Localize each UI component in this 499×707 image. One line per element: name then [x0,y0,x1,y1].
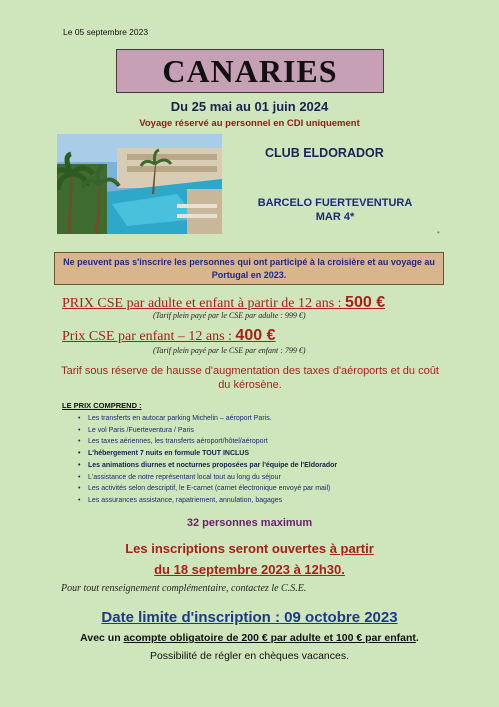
full-price-child: (Tarif plein payé par le CSE par enfant : 799 €) [153,346,306,355]
bullet-icon: • [78,450,81,458]
deposit-note: Avec un acompte obligatoire de 200 € par adulte et 100 € par enfant. [80,632,419,644]
list-item: • Les taxes aériennes, les transferts aéroport/hôtel/aéroport [74,436,337,448]
payment-note: Possibilité de régler en chèques vacances. [149,650,350,662]
cdi-note: Voyage réservé au personnel en CDI uniquement [139,118,360,129]
list-item: • Les activités selon descriptif, le E-carnet (carnet électronique envoyé par mail) [74,483,337,495]
bullet-icon: • [78,461,81,469]
price-adult-label: PRIX CSE par adulte et enfant à partir de 12 ans : [62,296,342,311]
full-price-adult: (Tarif plein payé par le CSE par adulte : 999 €) [153,311,306,320]
price-adult-value: 500 € [345,294,386,311]
list-item: • L'assistance de notre représentant local tout au long du séjour [74,472,337,484]
price-adult [62,294,385,312]
bullet-icon: • [78,426,81,434]
warning-box: Ne peuvent pas s'inscrire les personnes qui ont participé à la croisière et au voyage au Portugal en 2023. [54,252,444,285]
trip-dates: Du 25 mai au 01 juin 2024 [170,99,329,114]
list-item: • Le vol Paris /Fuerteventura / Paris [74,425,337,437]
hotel-pool-image [57,134,222,234]
list-item: • Les animations diurnes et nocturnes proposées par l'équipe de l'Eldorador [74,460,337,472]
registration-open-line2: du 18 septembre 2023 à 12h30. [154,562,345,577]
registration-open-line1: Les inscriptions seront ouvertes à partir [125,541,374,556]
hotel-photo [57,134,222,234]
hotel-info [250,196,420,224]
bullet-icon: • [78,438,81,446]
bullet-icon: • [78,496,81,504]
bullet-icon: • [78,485,81,493]
hotel-room: MAR 4* [315,211,355,223]
list-item: • Les assurances assistance, rapatriement, annulation, bagages [74,495,337,507]
list-item: • L'hébergement 7 nuits en formule TOUT INCLUS [74,448,337,460]
price-child [62,327,275,345]
club-name: CLUB ELDORADOR [265,146,384,160]
includes-list [74,413,337,507]
bullet-icon: • [78,473,81,481]
hotel-name: BARCELO FUERTEVENTURA [257,197,413,209]
bullet-icon: • [78,415,81,422]
page-title: CANARIES [162,52,338,89]
document-date: Le 05 septembre 2023 [63,27,149,37]
price-reserve-note: Tarif sous réserve de hausse d'augmentation des taxes d'aéroports et du coût du kérosène. [61,365,439,391]
price-child-value: 400 € [235,327,276,344]
list-item: • Les transferts en autocar parking Michelin – aéroport Paris. [74,413,337,425]
scan-mark: • [437,228,440,237]
price-child-label: Prix CSE par enfant – 12 ans : [62,329,232,344]
includes-title: LE PRIX COMPREND : [62,401,142,410]
title-banner [116,49,384,93]
max-participants: 32 personnes maximum [186,517,313,529]
registration-deadline: Date limite d'inscription : 09 octobre 2023 [101,609,398,626]
contact-note: Pour tout renseignement complémentaire, contactez le C.S.E. [61,583,307,594]
